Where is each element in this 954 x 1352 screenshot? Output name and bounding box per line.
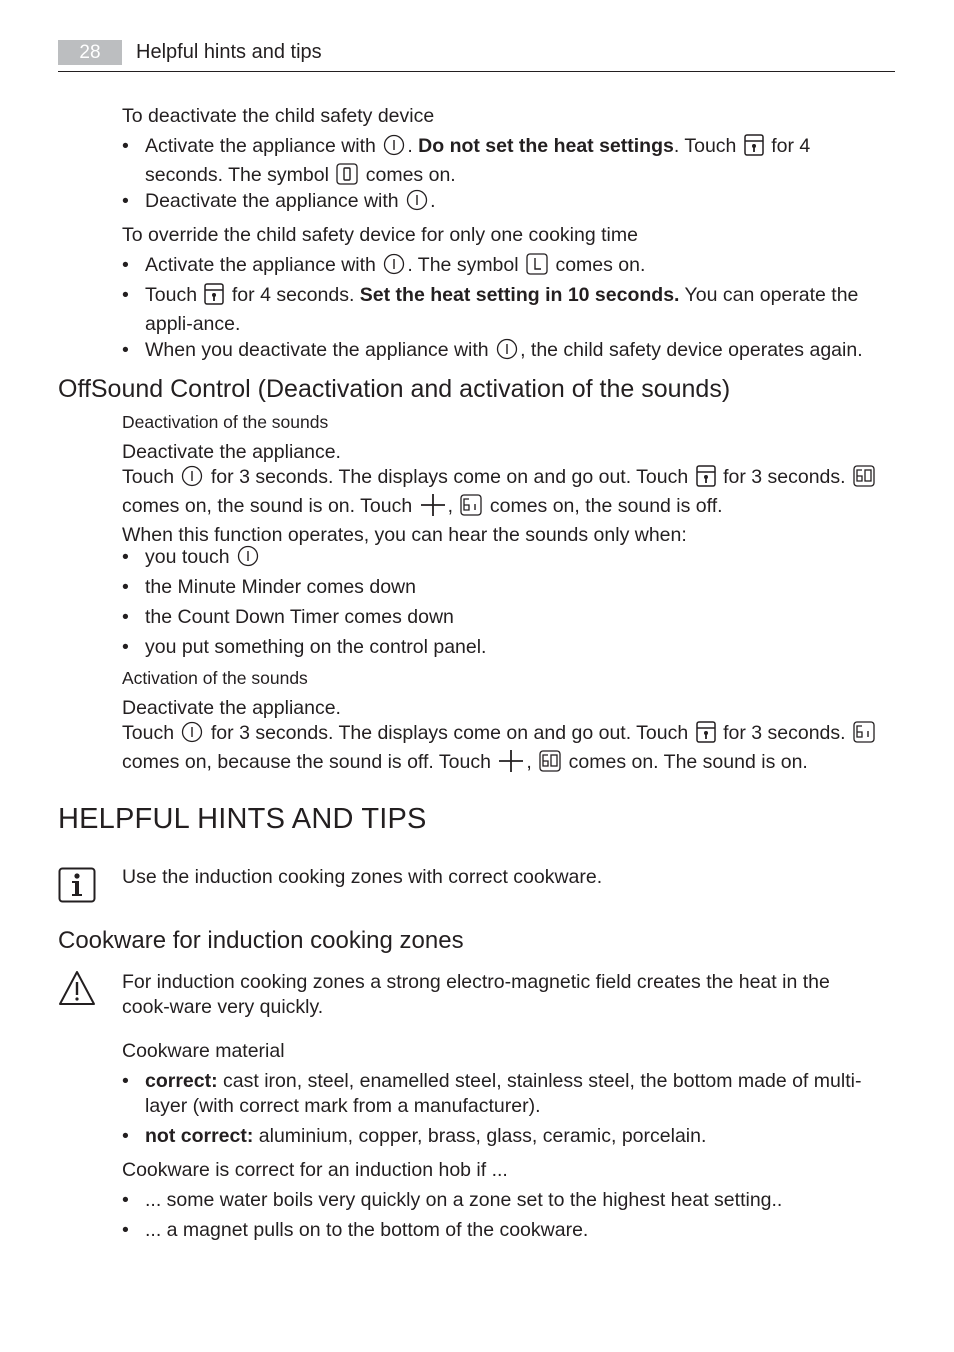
page-number: 28 xyxy=(58,40,122,65)
correct-if-heading: Cookware is correct for an induction hob if ... xyxy=(122,1159,508,1181)
power-icon xyxy=(181,721,203,750)
plus-icon xyxy=(498,750,524,779)
display-si-icon xyxy=(460,494,482,523)
info-icon xyxy=(58,867,96,908)
lock-key-icon xyxy=(696,721,716,750)
list-item: • ... some water boils very quickly on a zone set to the highest heat setting.. xyxy=(122,1188,887,1213)
activation-label: Activation of the sounds xyxy=(122,668,308,688)
info-text: Use the induction cooking zones with correct cookware. xyxy=(122,866,603,888)
page-header xyxy=(58,40,895,72)
list-item: • you touch xyxy=(122,545,887,574)
lock-key-icon xyxy=(204,283,224,312)
deactivation-label: Deactivation of the sounds xyxy=(122,412,329,432)
plus-icon xyxy=(420,494,446,523)
bold-text: Do not set the heat settings xyxy=(418,135,674,157)
list-item: • correct: cast iron, steel, enamelled steel, stainless steel, the bottom made of multi-layer (with correct mark from a manufacturer). xyxy=(122,1069,887,1119)
display-L-icon xyxy=(526,253,548,282)
paragraph: Deactivate the appliance. Touch for 3 seconds. The displays come on and go out. Touch for 3 seconds. comes on, the sound is on. Touch , comes on, the sound is off. When this function operates, you can hear the sounds only when: xyxy=(122,440,892,548)
display-si-icon xyxy=(853,721,875,750)
correct-label: correct: xyxy=(145,1070,218,1092)
list-item: • Activate the appliance with . The symbol comes on. xyxy=(122,253,887,282)
lock-key-icon xyxy=(696,465,716,494)
power-icon xyxy=(181,465,203,494)
display-0-icon xyxy=(336,163,358,192)
power-icon xyxy=(496,338,518,367)
paragraph: Deactivate the appliance. Touch for 3 seconds. The displays come on and go out. Touch for 3 seconds. comes on, because the sound is off. Touch , comes on. The sound is on. xyxy=(122,696,892,779)
list-item: • Deactivate the appliance with . xyxy=(122,189,887,218)
power-icon xyxy=(383,253,405,282)
power-icon xyxy=(406,189,428,218)
power-icon xyxy=(383,134,405,163)
bold-text: Set the heat setting in 10 seconds. xyxy=(359,284,680,306)
deactivate-child-heading: To deactivate the child safety device xyxy=(122,105,435,127)
cookware-heading: Cookware for induction cooking zones xyxy=(58,927,464,954)
material-heading: Cookware material xyxy=(122,1040,285,1062)
list-item: • When you deactivate the appliance with , the child safety device operates again. xyxy=(122,338,887,367)
list-item: • Touch for 4 seconds. Set the heat setting in 10 seconds. You can operate the appli-ance. xyxy=(122,283,887,337)
list-item: • not correct: aluminium, copper, brass, glass, ceramic, porcelain. xyxy=(122,1124,887,1149)
list-item: • ... a magnet pulls on to the bottom of the cookware. xyxy=(122,1218,887,1243)
list-item: • you put something on the control panel. xyxy=(122,635,887,660)
list-item: • the Count Down Timer comes down xyxy=(122,605,887,630)
list-item: • Activate the appliance with . Do not set the heat settings. Touch for 4 seconds. The symbol comes on. xyxy=(122,134,887,192)
offsound-heading: OffSound Control (Deactivation and activation of the sounds) xyxy=(58,375,731,403)
warning-text: For induction cooking zones a strong electro-magnetic field creates the heat in the cook-ware very quickly. xyxy=(122,971,830,1018)
header-title: Helpful hints and tips xyxy=(136,41,322,63)
list-item: • the Minute Minder comes down xyxy=(122,575,887,600)
display-so-icon xyxy=(853,465,875,494)
display-so-icon xyxy=(539,750,561,779)
power-icon xyxy=(237,545,259,574)
lock-key-icon xyxy=(744,134,764,163)
warning-icon xyxy=(58,970,96,1011)
override-child-heading: To override the child safety device for only one cooking time xyxy=(122,224,638,246)
section-title: HELPFUL HINTS AND TIPS xyxy=(58,803,427,835)
not-correct-label: not correct: xyxy=(145,1125,254,1147)
